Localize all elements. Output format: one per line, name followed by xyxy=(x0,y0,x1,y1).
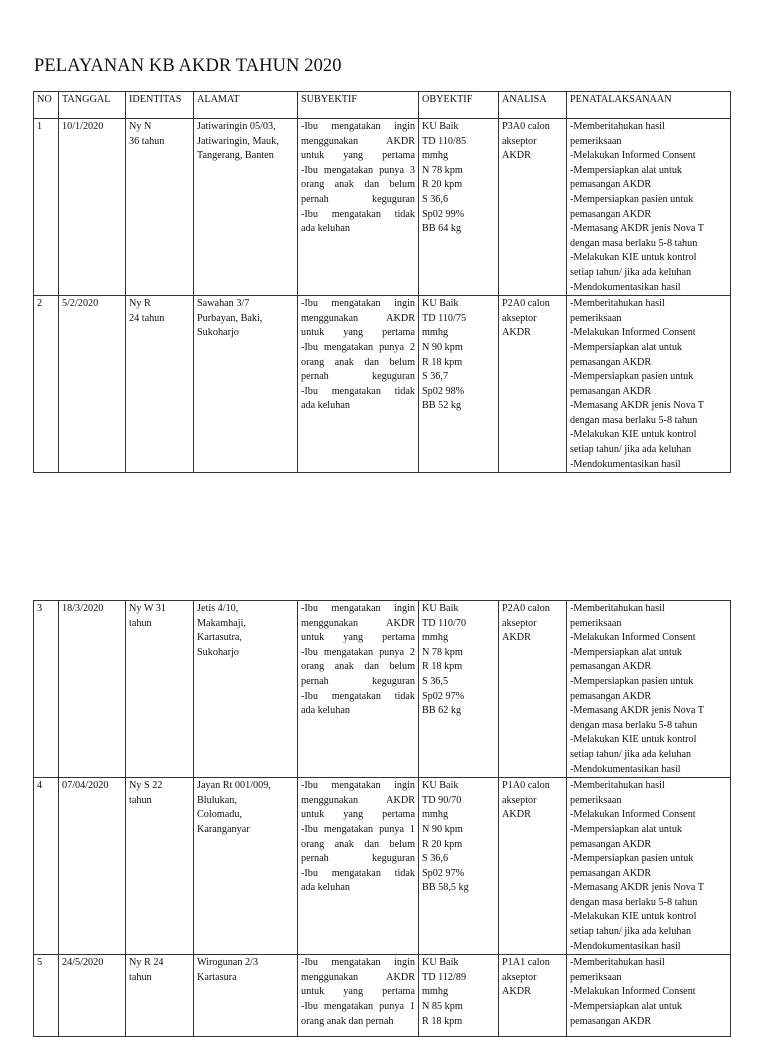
cell-obyektif xyxy=(419,119,499,296)
cell-penatalaksanaan-line: -Mempersiapkan alat untuk xyxy=(570,341,683,353)
cell-no: 2 xyxy=(34,296,59,473)
cell-obyektif-line: N 85 kpm xyxy=(422,1001,463,1013)
cell-penatalaksanaan-line: pemeriksaan xyxy=(570,617,622,629)
cell-obyektif-line: KU Baik xyxy=(422,298,459,310)
cell-no: 1 xyxy=(34,119,59,296)
table-row xyxy=(34,119,731,296)
cell-no: 4 xyxy=(34,778,59,955)
cell-analisa-line: P1A0 calon xyxy=(502,780,550,792)
cell-identitas xyxy=(126,601,194,778)
cell-alamat-line: Blulukan, xyxy=(197,794,237,806)
cell-analisa xyxy=(499,119,567,296)
cell-penatalaksanaan-line: setiap tahun/ jika ada keluhan xyxy=(570,444,692,456)
cell-identitas-line: Ny R 24 xyxy=(129,957,164,969)
cell-obyektif-line: mmhg xyxy=(422,632,449,644)
cell-penatalaksanaan-line: -Mempersiapkan alat untuk xyxy=(570,823,683,835)
cell-subyektif-line: -Ibu mengatakan ingin xyxy=(301,780,415,792)
cell-penatalaksanaan-line: -Memberitahukan hasil xyxy=(570,121,665,132)
cell-obyektif-line: N 90 kpm xyxy=(422,823,463,835)
cell-subyektif-line: ada keluhan xyxy=(301,882,350,894)
cell-analisa-line: P2A0 calon xyxy=(502,298,550,310)
cell-analisa xyxy=(499,296,567,473)
cell-penatalaksanaan-line: -Mendokumentasikan hasil xyxy=(570,458,681,470)
cell-penatalaksanaan-line: pemeriksaan xyxy=(570,794,622,806)
cell-obyektif-line: S 36,7 xyxy=(422,371,449,383)
cell-penatalaksanaan-line: pemeriksaan xyxy=(570,312,622,324)
cell-subyektif-line: ada keluhan xyxy=(301,400,350,412)
cell-alamat-line: Colomadu, xyxy=(197,809,242,821)
cell-subyektif-line: -Ibu mengatakan ingin xyxy=(301,957,415,969)
cell-identitas-line: tahun xyxy=(129,617,152,629)
cell-alamat xyxy=(194,778,298,955)
table-row xyxy=(34,601,731,778)
cell-obyektif-line: R 18 kpm xyxy=(422,356,463,368)
cell-alamat-line: Kartasura xyxy=(197,971,237,983)
cell-alamat-line: Jetis 4/10, xyxy=(197,603,239,614)
cell-subyektif-line: menggunakan AKDR xyxy=(301,135,415,147)
cell-subyektif xyxy=(298,601,419,778)
cell-subyektif-line: -Ibu mengatakan punya 3 xyxy=(301,164,415,176)
cell-subyektif-line: untuk yang pertama xyxy=(301,986,415,998)
cell-alamat-line: Tangerang, Banten xyxy=(197,150,274,162)
cell-obyektif-line: R 20 kpm xyxy=(422,838,463,850)
cell-penatalaksanaan-line: -Melakukan Informed Consent xyxy=(570,327,696,339)
cell-identitas xyxy=(126,778,194,955)
header-alamat: ALAMAT xyxy=(194,92,298,119)
cell-obyektif-line: mmhg xyxy=(422,986,449,998)
cell-identitas xyxy=(126,296,194,473)
table-header-row xyxy=(34,92,731,119)
cell-subyektif-line: orang anak dan belum xyxy=(301,838,415,850)
header-analisa: ANALISA xyxy=(499,92,567,119)
cell-penatalaksanaan-line: -Melakukan Informed Consent xyxy=(570,150,696,162)
cell-penatalaksanaan-line: -Melakukan KIE untuk kontrol xyxy=(570,911,697,923)
cell-analisa-line: akseptor xyxy=(502,617,537,629)
cell-subyektif-line: pernah keguguran xyxy=(301,853,415,865)
cell-penatalaksanaan-line: -Memasang AKDR jenis Nova T xyxy=(570,223,704,235)
cell-subyektif-line: menggunakan AKDR xyxy=(301,971,415,983)
cell-penatalaksanaan-line: -Melakukan Informed Consent xyxy=(570,809,696,821)
cell-subyektif-line: -Ibu mengatakan punya 1 xyxy=(301,1001,415,1013)
cell-analisa xyxy=(499,601,567,778)
cell-penatalaksanaan-line: pemasangan AKDR xyxy=(570,179,652,191)
header-no: NO xyxy=(34,92,59,119)
table-row xyxy=(34,778,731,955)
cell-obyektif-line: TD 110/70 xyxy=(422,617,467,629)
cell-obyektif-line: R 20 kpm xyxy=(422,179,463,191)
cell-obyektif-line: S 36,5 xyxy=(422,675,449,687)
cell-penatalaksanaan xyxy=(567,601,731,778)
cell-penatalaksanaan-line: dengan masa berlaku 5-8 tahun xyxy=(570,237,698,249)
cell-tanggal: 07/04/2020 xyxy=(59,778,126,955)
cell-tanggal: 18/3/2020 xyxy=(59,601,126,778)
cell-obyektif-line: TD 110/75 xyxy=(422,312,467,324)
cell-subyektif-line: -Ibu mengatakan punya 2 xyxy=(301,646,415,658)
cell-alamat-line: Makamhaji, xyxy=(197,617,246,629)
cell-obyektif-line: N 78 kpm xyxy=(422,646,463,658)
header-penatalaksanaan: PENATALAKSANAAN xyxy=(567,92,731,119)
cell-identitas-line: tahun xyxy=(129,971,152,983)
cell-obyektif-line: R 18 kpm xyxy=(422,661,463,673)
cell-subyektif-line: untuk yang pertama xyxy=(301,809,415,821)
cell-subyektif-line: -Ibu mengatakan punya 1 xyxy=(301,823,415,835)
cell-subyektif-line: -Ibu mengatakan tidak xyxy=(301,867,415,879)
cell-analisa-line: AKDR xyxy=(502,150,531,162)
cell-subyektif-line: -Ibu mengatakan tidak xyxy=(301,385,415,397)
cell-obyektif xyxy=(419,601,499,778)
cell-analisa-line: AKDR xyxy=(502,809,531,821)
kb-table-page-1 xyxy=(33,91,731,473)
cell-penatalaksanaan-line: pemasangan AKDR xyxy=(570,867,652,879)
cell-subyektif-line: orang anak dan belum xyxy=(301,356,415,368)
cell-penatalaksanaan-line: -Memberitahukan hasil xyxy=(570,780,665,792)
cell-subyektif-line: pernah keguguran xyxy=(301,193,415,205)
cell-alamat-line: Sukoharjo xyxy=(197,646,239,658)
cell-penatalaksanaan-line: setiap tahun/ jika ada keluhan xyxy=(570,266,692,278)
cell-penatalaksanaan-line: pemeriksaan xyxy=(570,971,622,983)
cell-identitas-line: Ny R xyxy=(129,298,151,310)
cell-obyektif xyxy=(419,778,499,955)
cell-alamat-line: Jatiwaringin 05/03, xyxy=(197,121,276,132)
cell-penatalaksanaan-line: -Mempersiapkan pasien untuk xyxy=(570,193,694,205)
cell-identitas xyxy=(126,119,194,296)
header-tanggal: TANGGAL xyxy=(59,92,126,119)
cell-subyektif-line: pernah keguguran xyxy=(301,371,415,383)
cell-obyektif-line: mmhg xyxy=(422,150,449,162)
cell-subyektif-line: -Ibu mengatakan tidak xyxy=(301,208,415,220)
cell-penatalaksanaan-line: dengan masa berlaku 5-8 tahun xyxy=(570,896,698,908)
cell-identitas-line: Ny W 31 xyxy=(129,603,166,614)
cell-analisa-line: AKDR xyxy=(502,632,531,644)
cell-alamat-line: Wirogunan 2/3 xyxy=(197,957,258,969)
cell-obyektif-line: BB 62 kg xyxy=(422,705,462,717)
cell-penatalaksanaan-line: dengan masa berlaku 5-8 tahun xyxy=(570,414,698,426)
cell-obyektif-line: N 78 kpm xyxy=(422,164,463,176)
cell-penatalaksanaan-line: -Mempersiapkan alat untuk xyxy=(570,646,683,658)
cell-no: 3 xyxy=(34,601,59,778)
cell-alamat-line: Jayan Rt 001/009, xyxy=(197,780,271,792)
cell-alamat xyxy=(194,955,298,1037)
cell-penatalaksanaan-line: -Memberitahukan hasil xyxy=(570,298,665,310)
cell-analisa-line: AKDR xyxy=(502,327,531,339)
cell-subyektif-line: untuk yang pertama xyxy=(301,150,415,162)
cell-subyektif-line: -Ibu mengatakan ingin xyxy=(301,603,415,614)
cell-subyektif-line: untuk yang pertama xyxy=(301,632,415,644)
cell-penatalaksanaan xyxy=(567,119,731,296)
cell-penatalaksanaan-line: -Mempersiapkan alat untuk xyxy=(570,164,683,176)
cell-subyektif-line: menggunakan AKDR xyxy=(301,794,415,806)
cell-alamat-line: Sukoharjo xyxy=(197,327,239,339)
cell-subyektif xyxy=(298,296,419,473)
cell-analisa-line: P3A0 calon xyxy=(502,121,550,132)
cell-penatalaksanaan-line: pemasangan AKDR xyxy=(570,356,652,368)
cell-obyektif-line: Sp02 97% xyxy=(422,690,465,702)
cell-obyektif-line: mmhg xyxy=(422,327,449,339)
cell-analisa-line: akseptor xyxy=(502,135,537,147)
cell-obyektif-line: mmhg xyxy=(422,809,449,821)
cell-obyektif-line: Sp02 98% xyxy=(422,385,465,397)
cell-alamat-line: Kartasutra, xyxy=(197,632,242,644)
cell-penatalaksanaan-line: -Melakukan KIE untuk kontrol xyxy=(570,429,697,441)
cell-subyektif-line: orang anak dan pernah xyxy=(301,1015,394,1027)
cell-obyektif-line: N 90 kpm xyxy=(422,341,463,353)
cell-tanggal: 24/5/2020 xyxy=(59,955,126,1037)
cell-obyektif-line: R 18 kpm xyxy=(422,1015,463,1027)
cell-penatalaksanaan-line: -Mendokumentasikan hasil xyxy=(570,940,681,952)
cell-analisa xyxy=(499,778,567,955)
table-row xyxy=(34,955,731,1037)
cell-alamat xyxy=(194,601,298,778)
cell-identitas-line: 36 tahun xyxy=(129,135,165,147)
cell-penatalaksanaan-line: dengan masa berlaku 5-8 tahun xyxy=(570,719,698,731)
cell-penatalaksanaan-line: -Mempersiapkan pasien untuk xyxy=(570,853,694,865)
kb-table-page-1-continued xyxy=(33,600,731,1037)
cell-obyektif-line: TD 112/89 xyxy=(422,971,467,983)
cell-subyektif-line: -Ibu mengatakan ingin xyxy=(301,121,415,132)
cell-penatalaksanaan-line: -Melakukan KIE untuk kontrol xyxy=(570,734,697,746)
cell-subyektif xyxy=(298,119,419,296)
cell-obyektif-line: KU Baik xyxy=(422,603,459,614)
cell-penatalaksanaan-line: pemasangan AKDR xyxy=(570,690,652,702)
cell-analisa-line: AKDR xyxy=(502,986,531,998)
cell-identitas-line: Ny S 22 xyxy=(129,780,163,792)
cell-no: 5 xyxy=(34,955,59,1037)
cell-penatalaksanaan-line: setiap tahun/ jika ada keluhan xyxy=(570,926,692,938)
cell-obyektif-line: KU Baik xyxy=(422,121,459,132)
cell-penatalaksanaan xyxy=(567,955,731,1037)
cell-obyektif-line: BB 58,5 kg xyxy=(422,882,469,894)
cell-penatalaksanaan-line: -Melakukan KIE untuk kontrol xyxy=(570,252,697,264)
cell-penatalaksanaan-line: -Mendokumentasikan hasil xyxy=(570,281,681,293)
cell-subyektif-line: pernah keguguran xyxy=(301,675,415,687)
cell-penatalaksanaan-line: -Memberitahukan hasil xyxy=(570,957,665,969)
cell-subyektif-line: orang anak dan belum xyxy=(301,179,415,191)
cell-obyektif xyxy=(419,296,499,473)
cell-subyektif xyxy=(298,955,419,1037)
cell-subyektif-line: ada keluhan xyxy=(301,223,350,235)
cell-obyektif xyxy=(419,955,499,1037)
table-row xyxy=(34,296,731,473)
cell-alamat-line: Sawahan 3/7 xyxy=(197,298,250,310)
cell-penatalaksanaan-line: -Melakukan Informed Consent xyxy=(570,986,696,998)
cell-analisa-line: P2A0 calon xyxy=(502,603,550,614)
cell-obyektif-line: KU Baik xyxy=(422,780,459,792)
cell-tanggal: 10/1/2020 xyxy=(59,119,126,296)
cell-penatalaksanaan-line: pemasangan AKDR xyxy=(570,838,652,850)
cell-subyektif-line: -Ibu mengatakan punya 2 xyxy=(301,341,415,353)
cell-alamat-line: Karanganyar xyxy=(197,823,250,835)
cell-subyektif-line: ada keluhan xyxy=(301,705,350,717)
cell-penatalaksanaan-line: pemasangan AKDR xyxy=(570,1015,652,1027)
cell-subyektif-line: untuk yang pertama xyxy=(301,327,415,339)
cell-analisa-line: akseptor xyxy=(502,971,537,983)
cell-analisa-line: P1A1 calon xyxy=(502,957,550,969)
document-title: PELAYANAN KB AKDR TAHUN 2020 xyxy=(34,56,342,76)
cell-penatalaksanaan-line: -Melakukan Informed Consent xyxy=(570,632,696,644)
cell-obyektif-line: Sp02 97% xyxy=(422,867,465,879)
cell-penatalaksanaan xyxy=(567,778,731,955)
cell-obyektif-line: BB 52 kg xyxy=(422,400,462,412)
cell-penatalaksanaan-line: pemasangan AKDR xyxy=(570,208,652,220)
cell-obyektif-line: Sp02 99% xyxy=(422,208,465,220)
cell-analisa-line: akseptor xyxy=(502,794,537,806)
cell-obyektif-line: S 36,6 xyxy=(422,853,449,865)
header-identitas: IDENTITAS xyxy=(126,92,194,119)
cell-penatalaksanaan-line: pemasangan AKDR xyxy=(570,385,652,397)
cell-penatalaksanaan-line: -Memasang AKDR jenis Nova T xyxy=(570,400,704,412)
cell-subyektif-line: -Ibu mengatakan tidak xyxy=(301,690,415,702)
cell-identitas xyxy=(126,955,194,1037)
cell-subyektif-line: orang anak dan belum xyxy=(301,661,415,673)
cell-alamat xyxy=(194,296,298,473)
cell-penatalaksanaan-line: setiap tahun/ jika ada keluhan xyxy=(570,748,692,760)
cell-penatalaksanaan-line: pemasangan AKDR xyxy=(570,661,652,673)
cell-penatalaksanaan-line: -Memasang AKDR jenis Nova T xyxy=(570,705,704,717)
cell-penatalaksanaan-line: -Mempersiapkan pasien untuk xyxy=(570,675,694,687)
header-obyektif: OBYEKTIF xyxy=(419,92,499,119)
cell-subyektif-line: -Ibu mengatakan ingin xyxy=(301,298,415,310)
cell-analisa-line: akseptor xyxy=(502,312,537,324)
cell-penatalaksanaan xyxy=(567,296,731,473)
cell-penatalaksanaan-line: pemeriksaan xyxy=(570,135,622,147)
cell-analisa xyxy=(499,955,567,1037)
cell-obyektif-line: TD 90/70 xyxy=(422,794,462,806)
cell-subyektif-line: menggunakan AKDR xyxy=(301,312,415,324)
cell-penatalaksanaan-line: -Memasang AKDR jenis Nova T xyxy=(570,882,704,894)
cell-tanggal: 5/2/2020 xyxy=(59,296,126,473)
cell-penatalaksanaan-line: -Mempersiapkan alat untuk xyxy=(570,1001,683,1013)
cell-identitas-line: Ny N xyxy=(129,121,152,132)
header-subyektif: SUBYEKTIF xyxy=(298,92,419,119)
cell-obyektif-line: S 36,6 xyxy=(422,193,449,205)
cell-obyektif-line: BB 64 kg xyxy=(422,223,462,235)
cell-alamat-line: Purbayan, Baki, xyxy=(197,312,263,324)
cell-penatalaksanaan-line: -Mendokumentasikan hasil xyxy=(570,763,681,775)
cell-alamat xyxy=(194,119,298,296)
cell-subyektif xyxy=(298,778,419,955)
cell-subyektif-line: menggunakan AKDR xyxy=(301,617,415,629)
cell-penatalaksanaan-line: -Mempersiapkan pasien untuk xyxy=(570,371,694,383)
cell-obyektif-line: KU Baik xyxy=(422,957,459,969)
cell-obyektif-line: TD 110/85 xyxy=(422,135,467,147)
cell-alamat-line: Jatiwaringin, Mauk, xyxy=(197,135,279,147)
cell-penatalaksanaan-line: -Memberitahukan hasil xyxy=(570,603,665,614)
cell-identitas-line: tahun xyxy=(129,794,152,806)
cell-identitas-line: 24 tahun xyxy=(129,312,165,324)
